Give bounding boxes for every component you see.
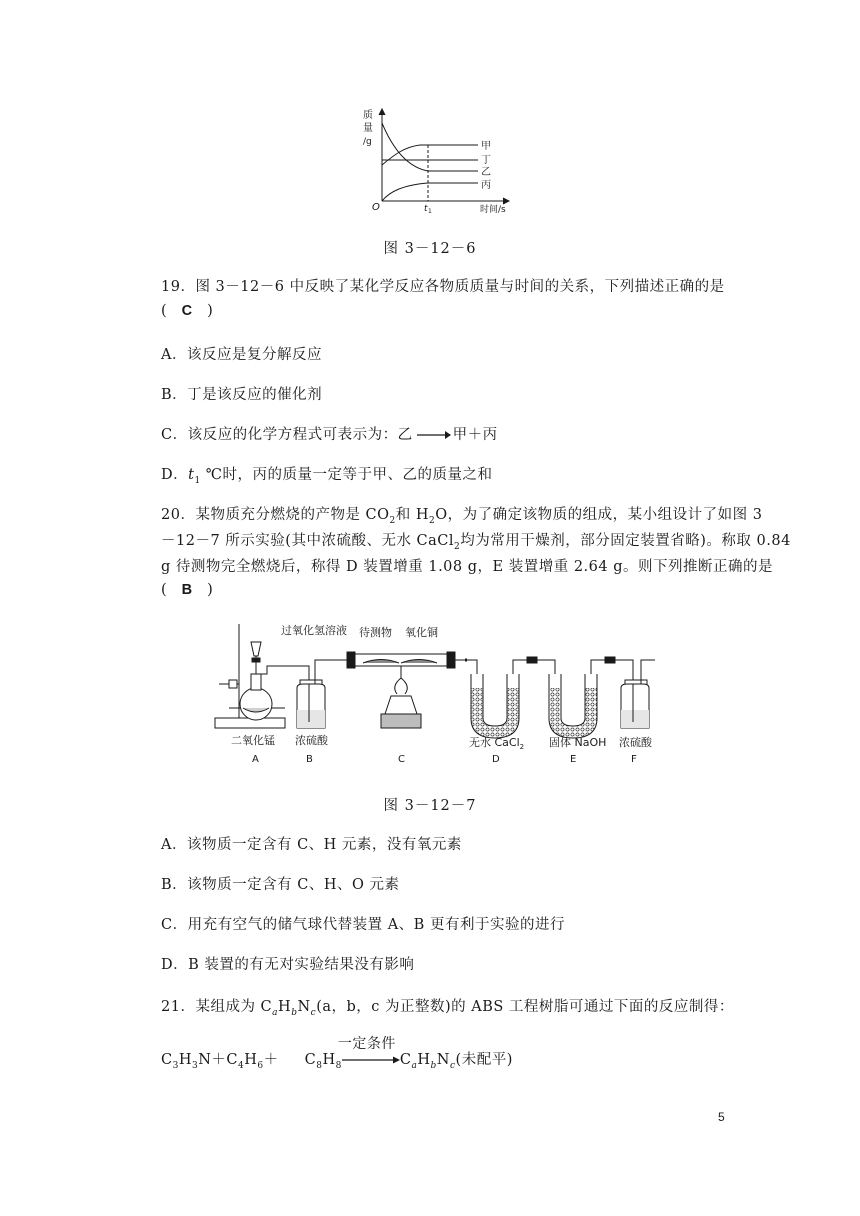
- q20-paren-close: ): [207, 582, 214, 598]
- page-number: 5: [718, 1110, 725, 1124]
- q20-stem-2b: 均为常用干燥剂，部分固定装置省略)。称取 0.84: [460, 533, 791, 549]
- q20-option-c: C．用充有空气的储气球代替装置 A、B 更有利于实验的进行: [161, 917, 565, 933]
- letter-c: C: [398, 754, 405, 765]
- eq-h1: H: [178, 1052, 192, 1068]
- graph-series-ding: 丁: [481, 155, 491, 166]
- q20-option-a: A．该物质一定含有 C、H 元素，没有氧元素: [161, 837, 462, 853]
- label-cacl2: [469, 735, 524, 751]
- q21-sub-b: b: [291, 1007, 298, 1018]
- graph-ylabel-2: 量: [363, 123, 373, 134]
- q19-answer-line: [161, 303, 213, 319]
- q19-answer: C: [181, 303, 193, 319]
- eq-h3-sub: 8: [335, 1060, 342, 1071]
- q21-stem-n: N: [297, 999, 311, 1015]
- mass-time-graph: [360, 105, 520, 217]
- figure-caption-6: 图 3－12－6: [383, 241, 477, 257]
- eq-h2: H: [244, 1052, 258, 1068]
- apparatus-diagram: [205, 622, 675, 767]
- letter-a: A: [252, 754, 259, 765]
- q21-equation: [161, 1036, 513, 1071]
- letter-e: E: [570, 754, 577, 765]
- eq-c2-sub: 4: [238, 1060, 245, 1071]
- q19-option-d: [161, 463, 493, 486]
- q19-option-a: A．该反应是复分解反应: [161, 347, 322, 363]
- graph-ylabel-1: 质: [363, 110, 373, 121]
- q19-option-b: B．丁是该反应的催化剂: [161, 387, 323, 403]
- eq-prod-n-sub: c: [449, 1060, 456, 1071]
- q19-paren-open: (: [161, 303, 168, 319]
- label-cacl2-text: 无水 CaCl: [469, 736, 520, 749]
- eq-h1-sub: 3: [192, 1060, 199, 1071]
- eq-c3-sub: 8: [316, 1060, 323, 1071]
- q19-option-d-t: t: [188, 467, 195, 483]
- q20-option-d: D．B 装置的有无对实验结果没有影响: [161, 957, 415, 973]
- q20-stem-1: [161, 503, 763, 526]
- label-cacl2-sub: 2: [519, 743, 525, 751]
- q20-stem-3: g 待测物完全燃烧后，称得 D 装置增重 1.08 g，E 装置增重 2.64 g。则下列推断正确的是: [161, 559, 773, 575]
- graph-series-yi: 乙: [481, 167, 491, 178]
- eq-plus: ＋: [263, 1052, 279, 1068]
- eq-c1-sub: 3: [172, 1060, 179, 1071]
- reaction-arrow-icon: [415, 429, 451, 441]
- letter-f: F: [631, 754, 637, 765]
- letter-d: D: [492, 754, 500, 765]
- equation-arrow-icon: [342, 1054, 400, 1066]
- q21-sub-c: c: [310, 1007, 317, 1018]
- letter-b: B: [306, 754, 313, 765]
- eq-condition: 一定条件: [337, 1036, 396, 1052]
- label-sample: 待测物: [359, 626, 392, 639]
- q20-paren-open: (: [161, 582, 168, 598]
- eq-prod-n: N: [436, 1052, 450, 1068]
- eq-prod-c-sub: a: [411, 1060, 418, 1071]
- q21-sub-a: a: [272, 1007, 279, 1018]
- q21-stem: [161, 995, 734, 1018]
- label-h2so4-f: 浓硫酸: [619, 736, 652, 749]
- label-h2so4-b: 浓硫酸: [295, 734, 328, 747]
- q21-stem-rest: (a，b，c 为正整数)的 ABS 工程树脂可通过下面的反应制得：: [316, 999, 734, 1015]
- graph-t1-sub: 1: [428, 208, 432, 215]
- q21-stem-a: 21．某组成为 C: [161, 999, 273, 1015]
- q20-stem-2a: －12－7 所示实验(其中浓硫酸、无水 CaCl: [161, 533, 455, 549]
- q20-answer: B: [181, 582, 193, 598]
- q20-sub-h2o: 2: [429, 515, 436, 526]
- q20-sub-cacl2: 2: [454, 541, 461, 552]
- graph-series-jia: 甲: [481, 141, 491, 152]
- eq-prod-h-sub: b: [430, 1060, 437, 1071]
- graph-series-bing: 丙: [481, 180, 491, 191]
- q20-sub-co2: 2: [389, 515, 396, 526]
- eq-c1: C: [161, 1052, 173, 1068]
- graph-ylabel-3: /g: [363, 137, 372, 147]
- q19-option-d-sub: 1: [194, 475, 201, 486]
- graph-xlabel: 时间/s: [480, 205, 506, 215]
- q19-option-d-text: ℃时，丙的质量一定等于甲、乙的质量之和: [200, 467, 493, 483]
- q19-option-d-label: D．: [161, 467, 189, 483]
- q19-option-c: [161, 423, 498, 444]
- eq-c3: C: [304, 1052, 317, 1068]
- eq-h3: H: [322, 1052, 336, 1068]
- eq-prod-h: H: [417, 1052, 431, 1068]
- eq-prod-c: C: [399, 1052, 412, 1068]
- figure-caption-7: 图 3－12－7: [383, 798, 477, 814]
- q20-answer-line: [161, 582, 213, 598]
- eq-h2-sub: 6: [257, 1060, 264, 1071]
- q20-option-b: B．该物质一定含有 C、H、O 元素: [161, 877, 400, 893]
- label-naoh: 固体 NaOH: [549, 736, 607, 749]
- label-cuo: 氧化铜: [405, 626, 438, 639]
- q20-stem-1a: 20．某物质充分燃烧的产物是 CO: [161, 507, 390, 523]
- q20-stem-1c: O，为了确定该物质的组成，某小组设计了如图 3: [435, 507, 763, 523]
- graph-t1: t: [424, 204, 428, 214]
- q19-stem: 19．图 3－12－6 中反映了某化学反应各物质质量与时间的关系，下列描述正确的是: [161, 279, 725, 295]
- q20-stem-2: [161, 529, 791, 552]
- eq-arrow-group: [337, 1036, 400, 1067]
- eq-n-plus-c: N＋C: [198, 1052, 239, 1068]
- label-h2o2: 过氧化氢溶液: [281, 624, 347, 637]
- label-mno2: 二氧化锰: [231, 734, 275, 747]
- q19-option-c-post: 甲＋丙: [452, 427, 498, 443]
- graph-origin: O: [372, 202, 380, 213]
- q21-stem-h: H: [278, 999, 292, 1015]
- eq-prod-tail: (未配平): [455, 1052, 513, 1068]
- q19-paren-close: ): [207, 303, 214, 319]
- q19-option-c-pre: C．该反应的化学方程式可表示为：乙: [161, 427, 413, 443]
- q20-stem-1b: 和 H: [395, 507, 430, 523]
